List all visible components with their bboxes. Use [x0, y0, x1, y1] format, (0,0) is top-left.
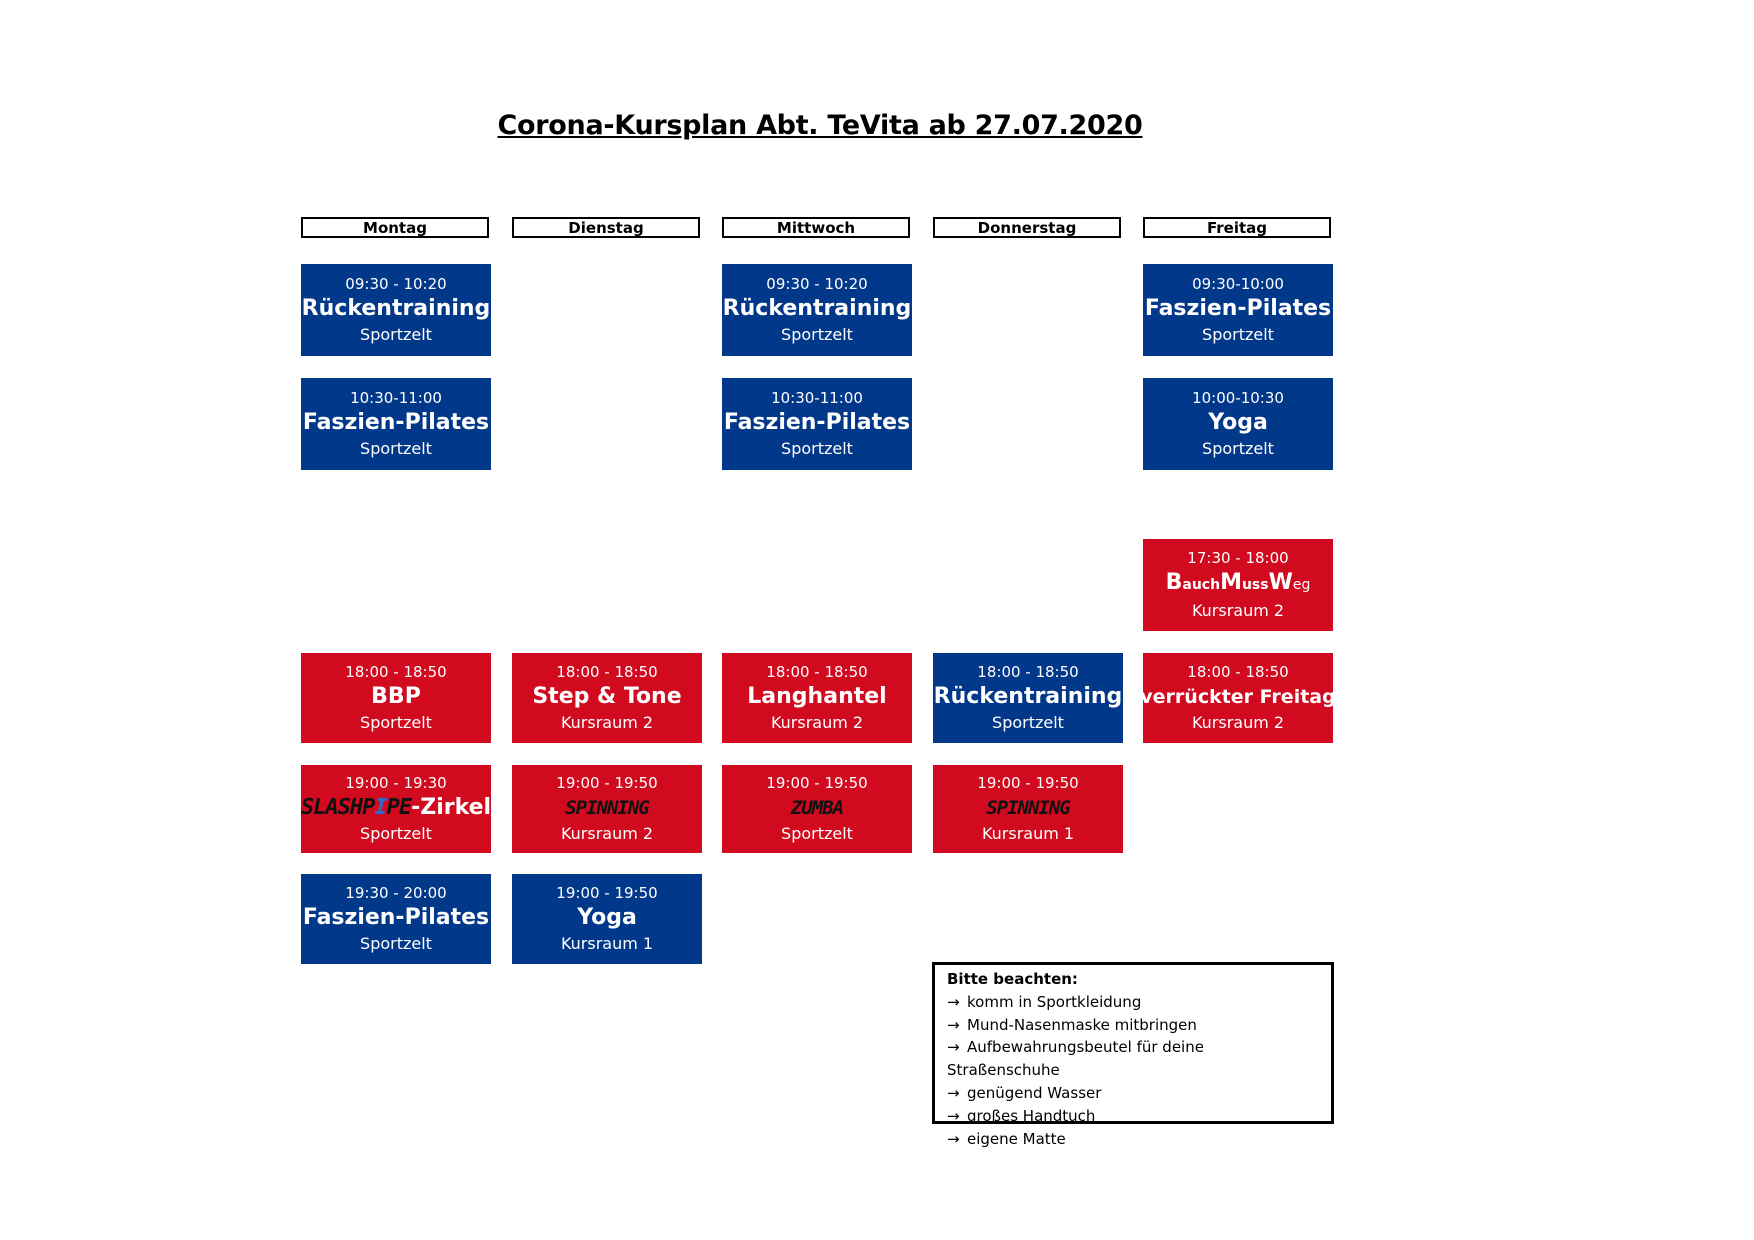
course-name: Rückentraining — [722, 295, 912, 321]
course-card — [933, 653, 1123, 743]
course-room: Sportzelt — [1202, 438, 1274, 458]
day-header-tuesday: Dienstag — [512, 217, 700, 238]
arrow-icon: → — [947, 1015, 960, 1034]
course-name: Yoga — [1208, 409, 1268, 435]
course-name: verrückter Freitag — [1140, 685, 1336, 708]
day-header-wednesday: Mittwoch — [722, 217, 910, 238]
course-time: 18:00 - 18:50 — [556, 662, 658, 681]
course-time: 19:00 - 19:50 — [977, 773, 1079, 792]
course-time: 09:30 - 10:20 — [345, 274, 447, 293]
course-time: 19:30 - 20:00 — [345, 883, 447, 902]
course-name: BauchMussWeg — [1165, 569, 1311, 595]
course-card — [1143, 378, 1333, 470]
course-time: 09:30 - 10:20 — [766, 274, 868, 293]
course-card — [512, 874, 702, 964]
course-card — [722, 264, 912, 356]
course-room: Kursraum 2 — [1191, 600, 1285, 620]
course-name — [565, 793, 649, 823]
course-room: Kursraum 2 — [770, 712, 864, 732]
notes-item: → großes Handtuch — [947, 1105, 1319, 1128]
day-header-thursday: Donnerstag — [933, 217, 1121, 238]
course-card — [722, 378, 912, 470]
course-name: Step & Tone — [532, 683, 682, 709]
page-title: Corona-Kursplan Abt. TeVita ab 27.07.2020 — [497, 110, 1143, 141]
notes-heading: Bitte beachten: — [947, 970, 1078, 988]
course-time: 19:00 - 19:50 — [556, 773, 658, 792]
course-room: Sportzelt — [781, 324, 853, 344]
zumba-logo: ZUMBA — [790, 796, 844, 819]
course-name: Faszien-Pilates — [302, 409, 490, 435]
arrow-icon: → — [947, 1129, 960, 1148]
course-time: 18:00 - 18:50 — [345, 662, 447, 681]
day-header-monday: Montag — [301, 217, 489, 238]
course-time: 19:00 - 19:50 — [766, 773, 868, 792]
course-name: Faszien-Pilates — [723, 409, 911, 435]
course-time: 17:30 - 18:00 — [1187, 548, 1289, 567]
course-room: Kursraum 2 — [560, 823, 654, 843]
course-card — [512, 653, 702, 743]
course-room: Sportzelt — [360, 823, 432, 843]
arrow-icon: → — [947, 992, 960, 1011]
course-room: Kursraum 2 — [560, 712, 654, 732]
course-room: Sportzelt — [360, 324, 432, 344]
arrow-icon: → — [947, 1038, 960, 1057]
course-name — [986, 793, 1070, 823]
course-card — [301, 765, 491, 853]
course-time: 19:00 - 19:30 — [345, 773, 447, 792]
course-room: Kursraum 1 — [981, 823, 1075, 843]
course-name — [791, 793, 843, 823]
course-name: Rückentraining — [933, 683, 1123, 709]
notes-item: → komm in Sportkleidung — [947, 991, 1319, 1014]
course-card — [301, 378, 491, 470]
notes-item: → Aufbewahrungsbeutel für deine Straßenschuhe — [947, 1038, 1204, 1080]
course-name: Faszien-Pilates — [302, 904, 490, 930]
course-card — [301, 874, 491, 964]
spinning-logo: SPINNING — [986, 796, 1070, 819]
course-time: 10:00-10:30 — [1192, 388, 1284, 407]
course-name: SLASHPIPE-Zirkel — [300, 794, 492, 820]
arrow-icon: → — [947, 1083, 960, 1102]
course-name: Faszien-Pilates — [1144, 295, 1332, 321]
course-room: Sportzelt — [781, 823, 853, 843]
course-time: 18:00 - 18:50 — [766, 662, 868, 681]
notes-item: → Mund-Nasenmaske mitbringen — [947, 1014, 1319, 1037]
course-room: Sportzelt — [1202, 324, 1274, 344]
spinning-logo: SPINNING — [565, 796, 649, 819]
course-room: Sportzelt — [360, 712, 432, 732]
course-card — [933, 765, 1123, 853]
day-header-friday: Freitag — [1143, 217, 1331, 238]
course-room: Sportzelt — [992, 712, 1064, 732]
course-card — [301, 264, 491, 356]
course-name: Langhantel — [747, 683, 887, 709]
arrow-icon: → — [947, 1106, 960, 1125]
notes-item: → genügend Wasser — [947, 1082, 1319, 1105]
course-time: 19:00 - 19:50 — [556, 883, 658, 902]
course-name: Yoga — [577, 904, 637, 930]
course-room: Kursraum 2 — [1191, 712, 1285, 732]
notes-item: → eigene Matte — [947, 1128, 1319, 1151]
course-card — [722, 765, 912, 853]
course-time: 18:00 - 18:50 — [977, 662, 1079, 681]
course-time: 10:30-11:00 — [771, 388, 863, 407]
course-room: Kursraum 1 — [560, 933, 654, 953]
course-time: 09:30-10:00 — [1192, 274, 1284, 293]
course-room: Sportzelt — [360, 438, 432, 458]
course-card — [1143, 539, 1333, 631]
notes-box — [932, 962, 1334, 1148]
course-room: Sportzelt — [781, 438, 853, 458]
course-card — [722, 653, 912, 743]
course-card — [1140, 653, 1336, 743]
course-name: Rückentraining — [301, 295, 491, 321]
course-card — [1143, 264, 1333, 356]
course-time: 10:30-11:00 — [350, 388, 442, 407]
course-card — [512, 765, 702, 853]
slashpipe-logo: SLASHPIPE — [300, 794, 412, 820]
course-room: Sportzelt — [360, 933, 432, 953]
course-card — [301, 653, 491, 743]
course-name: BBP — [371, 683, 421, 709]
course-time: 18:00 - 18:50 — [1187, 662, 1289, 681]
